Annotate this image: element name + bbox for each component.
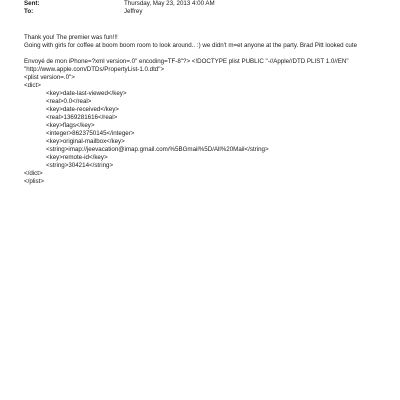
to-label: To:: [24, 8, 34, 15]
body-line-key-date-last-viewed: <key>date-last-viewed</key>: [46, 90, 127, 97]
to-row: [24, 8, 384, 16]
body-line-integer-flags: <integer>8623750145</integer>: [46, 130, 135, 137]
body-line-string-mailbox: <string>imap://jeevacation@imap.gmail.com/%5BGmail%5D/All%20Mail</string>: [46, 146, 269, 153]
paragraph-gap: [24, 50, 380, 58]
body-line-plist-open: <plist version=.0">: [24, 74, 75, 81]
body-line-key-flags: <key>flags</key>: [46, 122, 95, 129]
body-line-dict-close: </dict>: [24, 170, 43, 177]
body-line-key-date-received: <key>date-received</key>: [46, 106, 119, 113]
body-line-real-date-last-viewed: <real>0.0</real>: [46, 98, 92, 105]
body-line-key-original-mailbox: <key>original-mailbox</key>: [46, 138, 125, 145]
sent-label: Sent:: [24, 0, 40, 7]
email-body: [24, 34, 380, 186]
body-line-dict-open: <dict>: [24, 82, 41, 89]
body-line-plist-close: </plist>: [24, 178, 44, 185]
body-line-real-date-received: <real>1369281616</real>: [46, 114, 118, 121]
body-line-key-remote-id: <key>remote-id</key>: [46, 154, 108, 161]
body-line-thanks: Thank you! The premier was fun!!!: [24, 34, 118, 41]
sent-row: [24, 0, 384, 8]
body-line-signature-xml: Envoyé de mon iPhone=?xml version=.0" encoding=TF-8"?> <!DOCTYPE plist PUBLIC "-//Apple//DTD PLIST 1.0//EN" "http://www.apple.com/DTDs/PropertyList-1.0.dtd">: [24, 58, 351, 73]
to-value: Jeffrey: [124, 8, 143, 15]
sent-value: Thursday, May 23, 2013 4:00 AM: [124, 0, 215, 7]
body-line-string-remote-id: <string>304214</string>: [46, 162, 114, 169]
body-line-coffee: Going with girls for coffee at boom boom room to look around.. :) we didn't m=et anyone at the party. Brad Pitt looked cute: [24, 42, 358, 49]
